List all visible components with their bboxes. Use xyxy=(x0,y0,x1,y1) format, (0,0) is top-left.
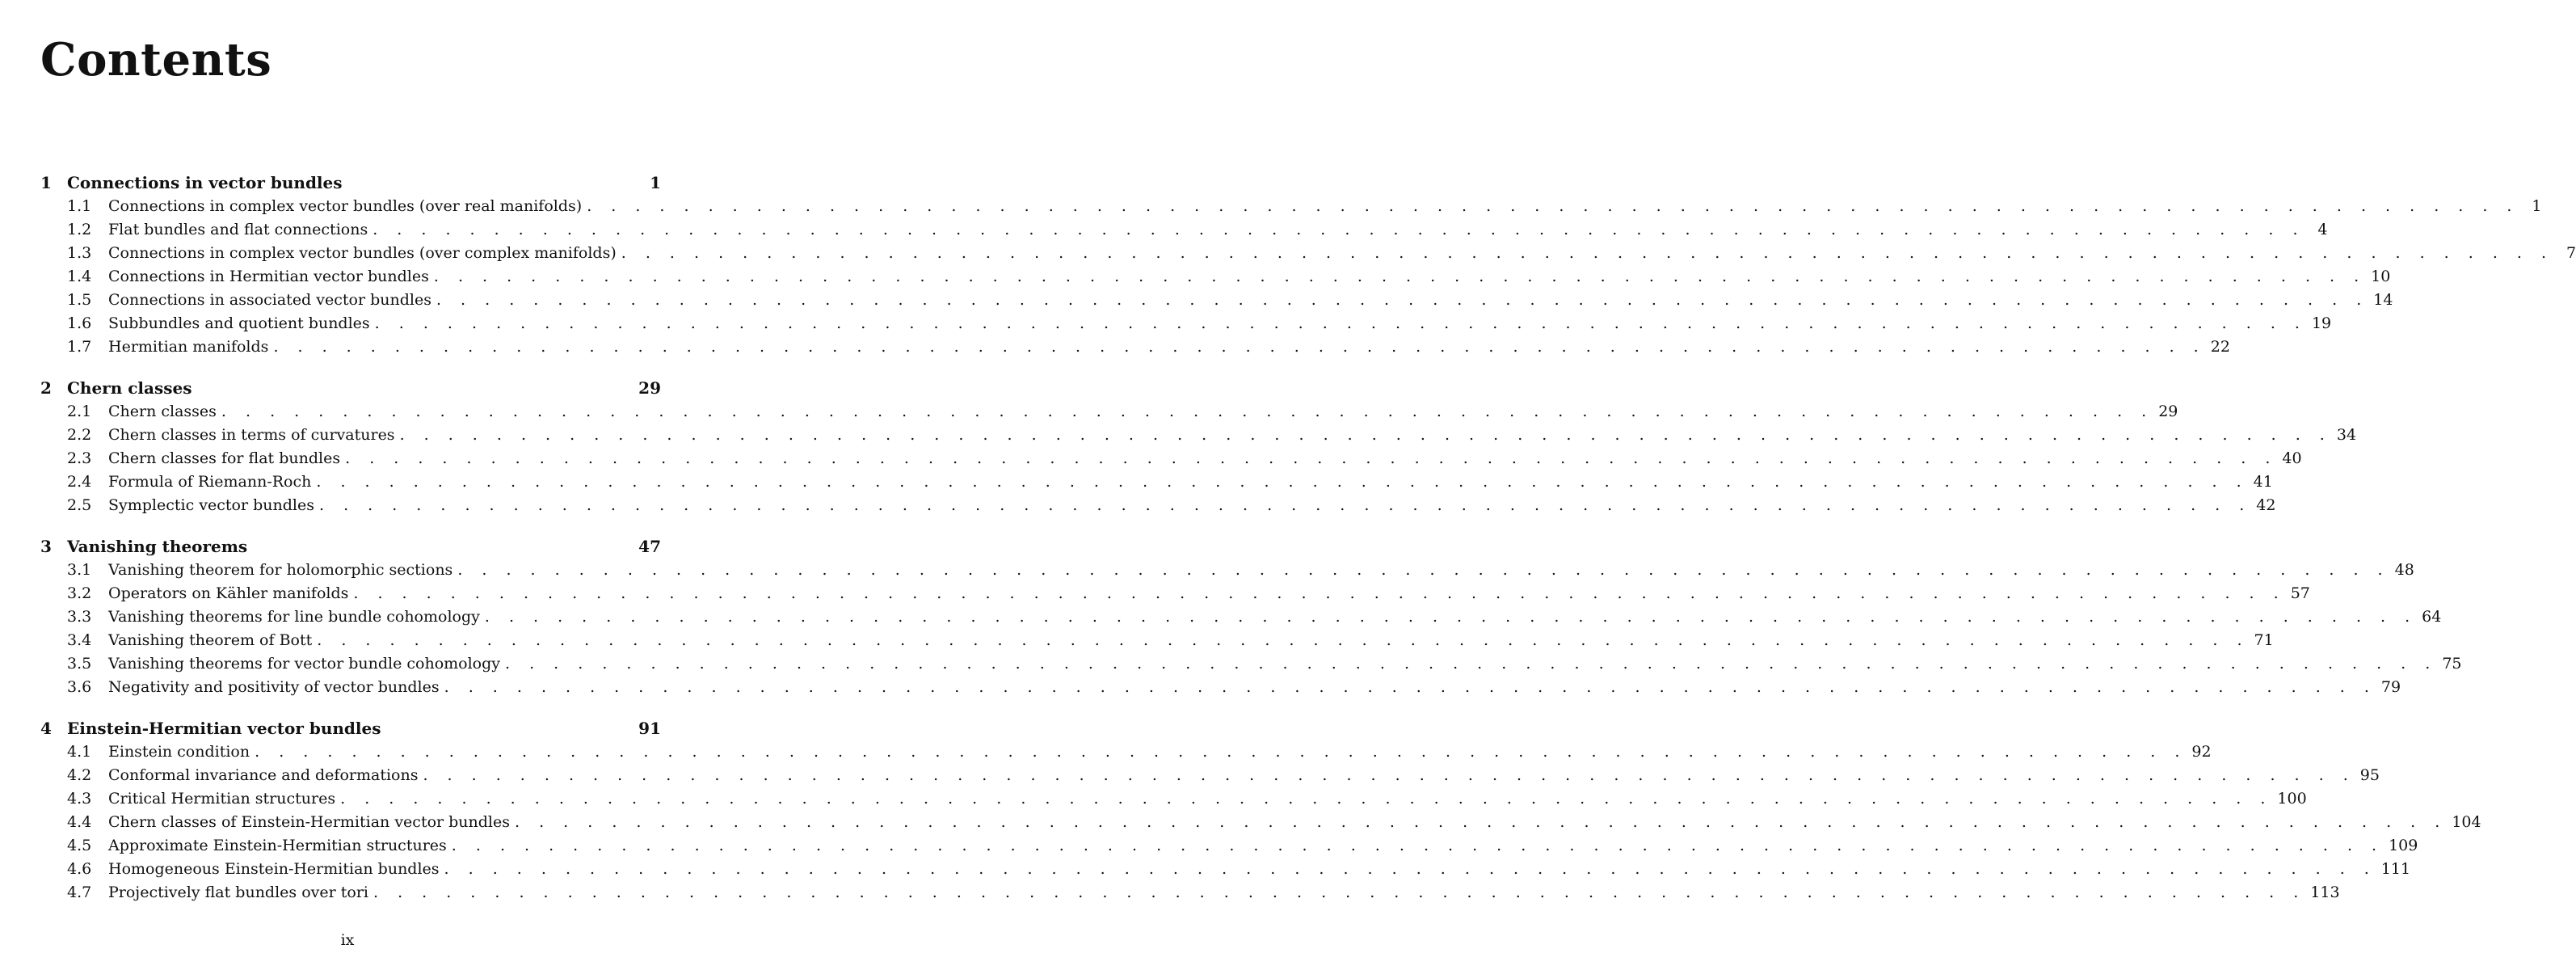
chapter-entry[interactable] xyxy=(40,377,661,400)
section-number: 2.5 xyxy=(67,496,92,514)
dot-leader: . . . . . . . . . . . . . . . . . . . . . . . . . . . . . . . . . . . . . . . . . . . . . . . . . . . . . . . . . . . . . . . . . . . . . . . . . . . . . . . . xyxy=(273,338,2206,356)
section-number: 3.1 xyxy=(67,561,92,579)
section-title: Chern classes of Einstein-Hermitian vector bundles xyxy=(108,813,511,831)
section-title: Projectively flat bundles over tori xyxy=(108,884,368,901)
section-number: 4.6 xyxy=(67,860,92,878)
section-page-number: 64 xyxy=(2422,608,2442,626)
section-number: 4.1 xyxy=(67,743,92,761)
dot-leader: . . . . . . . . . . . . . . . . . . . . . . . . . . . . . . . . . . . . . . . . . . . . . . . . . . . . . . . . . . . . . . . . . . . . . . . . . . . . . . . . xyxy=(444,860,2376,878)
chapter-number: 1 xyxy=(40,173,52,192)
chapter-number: 2 xyxy=(40,378,52,398)
dot-leader: . . . . . . . . . . . . . . . . . . . . . . . . . . . . . . . . . . . . . . . . . . . . . . . . . . . . . . . . . . . . . . . . . . . . . . . . . . . . . . . . xyxy=(433,268,2367,285)
section-entry[interactable] xyxy=(40,652,2462,676)
chapter-number: 4 xyxy=(40,719,52,738)
section-title: Connections in Hermitian vector bundles xyxy=(108,268,429,285)
dot-leader: . . . . . . . . . . . . . . . . . . . . . . . . . . . . . . . . . . . . . . . . . . . . . . . . . . . . . . . . . . . . . . . . . . . . . . . . . . . . . . . . xyxy=(318,496,2252,514)
dot-leader: . . . . . . . . . . . . . . . . . . . . . . . . . . . . . . . . . . . . . . . . . . . . . . . . . . . . . . . . . . . . . . . . . . . . . . . . . . . . . . . . xyxy=(457,561,2390,579)
dot-leader: . . . . . . . . . . . . . . . . . . . . . . . . . . . . . . . . . . . . . . . . . . . . . . . . . . . . . . . . . . . . . . . . . . . . . . . . . . . . . . . . xyxy=(515,813,2448,831)
section-number: 2.2 xyxy=(67,426,92,444)
section-entry[interactable] xyxy=(40,265,2391,289)
section-page-number: 29 xyxy=(2158,403,2178,420)
section-number: 4.4 xyxy=(67,813,92,831)
section-title: Operators on Kähler manifolds xyxy=(108,584,349,602)
section-entry[interactable] xyxy=(40,335,2230,359)
section-number: 2.4 xyxy=(67,473,92,491)
section-entry[interactable] xyxy=(40,242,2576,265)
section-title: Einstein condition xyxy=(108,743,250,761)
section-page-number: 7 xyxy=(2565,244,2576,262)
section-entry[interactable] xyxy=(40,811,2481,834)
section-title: Chern classes xyxy=(108,403,217,420)
section-page-number: 14 xyxy=(2373,291,2393,309)
section-title: Hermitian manifolds xyxy=(108,338,269,356)
section-title: Connections in complex vector bundles (over real manifolds) xyxy=(108,197,583,215)
section-entry[interactable] xyxy=(40,582,2310,605)
dot-leader: . . . . . . . . . . . . . . . . . . . . . . . . . . . . . . . . . . . . . . . . . . . . . . . . . . . . . . . . . . . . . . . . . . . . . . . . . . . . . . . . xyxy=(221,403,2154,420)
section-page-number: 48 xyxy=(2394,561,2414,579)
section-number: 1.3 xyxy=(67,244,92,262)
chapter-title: Vanishing theorems xyxy=(67,537,248,556)
dot-leader: . . . . . . . . . . . . . . . . . . . . . . . . . . . . . . . . . . . . . . . . . . . . . . . . . . . . . . . . . . . . . . . . . . . . . . . . . . . . . . . . xyxy=(484,608,2418,626)
section-number: 4.2 xyxy=(67,766,92,784)
dot-leader: . . . . . . . . . . . . . . . . . . . . . . . . . . . . . . . . . . . . . . . . . . . . . . . . . . . . . . . . . . . . . . . . . . . . . . . . . . . . . . . . xyxy=(436,291,2369,309)
chapter xyxy=(40,171,2576,359)
section-title: Negativity and positivity of vector bundles xyxy=(108,678,440,696)
section-entry[interactable] xyxy=(40,312,2332,335)
section-entry[interactable] xyxy=(40,289,2393,312)
chapter-spacer xyxy=(40,359,661,377)
section-number: 3.4 xyxy=(67,631,92,649)
section-page-number: 92 xyxy=(2191,743,2212,761)
chapter-number: 3 xyxy=(40,537,52,556)
chapter-page-number: 1 xyxy=(650,173,661,192)
chapter xyxy=(40,377,2357,517)
section-page-number: 79 xyxy=(2380,678,2401,696)
chapter-title: Chern classes xyxy=(67,378,192,398)
section-entry[interactable] xyxy=(40,629,2274,652)
chapter-entry[interactable] xyxy=(40,171,661,195)
section-title: Chern classes for flat bundles xyxy=(108,449,341,467)
section-number: 1.6 xyxy=(67,314,92,332)
section-title: Critical Hermitian structures xyxy=(108,790,336,808)
section-entry[interactable] xyxy=(40,605,2442,629)
section-page-number: 19 xyxy=(2311,314,2332,332)
section-title: Subbundles and quotient bundles xyxy=(108,314,370,332)
section-number: 2.3 xyxy=(67,449,92,467)
page-title: Contents xyxy=(40,33,272,86)
section-title: Flat bundles and flat connections xyxy=(108,221,368,238)
dot-leader: . . . . . . . . . . . . . . . . . . . . . . . . . . . . . . . . . . . . . . . . . . . . . . . . . . . . . . . . . . . . . . . . . . . . . . . . . . . . . . . . xyxy=(317,631,2250,649)
chapter-page-number: 29 xyxy=(638,378,661,398)
section-page-number: 1 xyxy=(2532,197,2542,215)
dot-leader: . . . . . . . . . . . . . . . . . . . . . . . . . . . . . . . . . . . . . . . . . . . . . . . . . . . . . . . . . . . . . . . . . . . . . . . . . . . . . . . . xyxy=(505,655,2438,673)
section-number: 1.1 xyxy=(67,197,92,215)
section-title: Formula of Riemann-Roch xyxy=(108,473,312,491)
section-entry[interactable] xyxy=(40,559,2414,582)
dot-leader: . . . . . . . . . . . . . . . . . . . . . . . . . . . . . . . . . . . . . . . . . . . . . . . . . . . . . . . . . . . . . . . . . . . . . . . . . . . . . . . . xyxy=(373,221,2305,238)
dot-leader: . . . . . . . . . . . . . . . . . . . . . . . . . . . . . . . . . . . . . . . . . . . . . . . . . . . . . . . . . . . . . . . . . . . . . . . . . . . . . . . . xyxy=(374,314,2307,332)
section-page-number: 4 xyxy=(2317,221,2328,238)
section-entry[interactable] xyxy=(40,195,2542,218)
section-entry[interactable] xyxy=(40,470,2273,494)
section-number: 3.6 xyxy=(67,678,92,696)
page-number: ix xyxy=(340,931,355,949)
section-number: 3.2 xyxy=(67,584,92,602)
section-title: Homogeneous Einstein-Hermitian bundles xyxy=(108,860,440,878)
dot-leader: . . . . . . . . . . . . . . . . . . . . . . . . . . . . . . . . . . . . . . . . . . . . . . . . . . . . . . . . . . . . . . . . . . . . . . . . . . . . . . . . xyxy=(587,197,2519,215)
section-page-number: 22 xyxy=(2210,338,2230,356)
section-page-number: 100 xyxy=(2277,790,2307,808)
dot-leader: . . . . . . . . . . . . . . . . . . . . . . . . . . . . . . . . . . . . . . . . . . . . . . . . . . . . . . . . . . . . . . . . . . . . . . . . . . . . . . . . xyxy=(444,678,2376,696)
chapter-title: Connections in vector bundles xyxy=(67,173,343,192)
section-number: 3.5 xyxy=(67,655,92,673)
section-entry[interactable] xyxy=(40,740,2212,764)
section-title: Vanishing theorems for vector bundle cohomology xyxy=(108,655,501,673)
section-entry[interactable] xyxy=(40,834,2418,858)
section-entry[interactable] xyxy=(40,676,2401,699)
section-page-number: 104 xyxy=(2452,813,2481,831)
section-title: Approximate Einstein-Hermitian structures xyxy=(108,837,447,854)
section-title: Conformal invariance and deformations xyxy=(108,766,419,784)
section-page-number: 40 xyxy=(2282,449,2302,467)
chapter-title: Einstein-Hermitian vector bundles xyxy=(67,719,381,738)
table-of-contents xyxy=(40,171,2576,905)
chapter xyxy=(40,535,2462,699)
section-page-number: 111 xyxy=(2380,860,2411,878)
dot-leader: . . . . . . . . . . . . . . . . . . . . . . . . . . . . . . . . . . . . . . . . . . . . . . . . . . . . . . . . . . . . . . . . . . . . . . . . . . . . . . . . xyxy=(255,743,2187,761)
section-number: 4.3 xyxy=(67,790,92,808)
dot-leader: . . . . . . . . . . . . . . . . . . . . . . . . . . . . . . . . . . . . . . . . . . . . . . . . . . . . . . . . . . . . . . . . . . . . . . . . . . . . . . . . xyxy=(399,426,2332,444)
section-page-number: 95 xyxy=(2359,766,2380,784)
section-number: 2.1 xyxy=(67,403,92,420)
dot-leader: . . . . . . . . . . . . . . . . . . . . . . . . . . . . . . . . . . . . . . . . . . . . . . . . . . . . . . . . . . . . . . . . . . . . . . . . . . . . . . . . xyxy=(621,244,2554,262)
section-entry[interactable] xyxy=(40,400,2178,424)
section-entry[interactable] xyxy=(40,858,2411,881)
chapter-spacer xyxy=(40,699,661,717)
section-page-number: 113 xyxy=(2310,884,2340,901)
section-title: Connections in associated vector bundles xyxy=(108,291,431,309)
section-entry[interactable] xyxy=(40,787,2307,811)
section-number: 4.5 xyxy=(67,837,92,854)
section-number: 1.4 xyxy=(67,268,92,285)
section-title: Connections in complex vector bundles (over complex manifolds) xyxy=(108,244,617,262)
section-number: 1.7 xyxy=(67,338,92,356)
chapter-entry[interactable] xyxy=(40,717,661,740)
section-title: Chern classes in terms of curvatures xyxy=(108,426,395,444)
section-entry[interactable] xyxy=(40,881,2340,905)
section-title: Vanishing theorem for holomorphic sections xyxy=(108,561,453,579)
section-title: Vanishing theorems for line bundle cohomology xyxy=(108,608,480,626)
dot-leader: . . . . . . . . . . . . . . . . . . . . . . . . . . . . . . . . . . . . . . . . . . . . . . . . . . . . . . . . . . . . . . . . . . . . . . . . . . . . . . . . xyxy=(423,766,2355,784)
section-page-number: 34 xyxy=(2336,426,2357,444)
dot-leader: . . . . . . . . . . . . . . . . . . . . . . . . . . . . . . . . . . . . . . . . . . . . . . . . . . . . . . . . . . . . . . . . . . . . . . . . . . . . . . . . xyxy=(340,790,2273,808)
chapter-entry[interactable] xyxy=(40,535,661,559)
dot-leader: . . . . . . . . . . . . . . . . . . . . . . . . . . . . . . . . . . . . . . . . . . . . . . . . . . . . . . . . . . . . . . . . . . . . . . . . . . . . . . . . xyxy=(373,884,2306,901)
chapter xyxy=(40,717,2481,905)
section-number: 1.2 xyxy=(67,221,92,238)
chapter-page-number: 91 xyxy=(638,719,661,738)
section-entry[interactable] xyxy=(40,764,2380,787)
section-entry[interactable] xyxy=(40,447,2302,470)
section-page-number: 42 xyxy=(2256,496,2276,514)
section-page-number: 10 xyxy=(2371,268,2391,285)
section-number: 1.5 xyxy=(67,291,92,309)
section-entry[interactable] xyxy=(40,494,2276,517)
section-page-number: 71 xyxy=(2254,631,2274,649)
section-page-number: 57 xyxy=(2290,584,2310,602)
dot-leader: . . . . . . . . . . . . . . . . . . . . . . . . . . . . . . . . . . . . . . . . . . . . . . . . . . . . . . . . . . . . . . . . . . . . . . . . . . . . . . . . xyxy=(316,473,2249,491)
section-page-number: 109 xyxy=(2389,837,2418,854)
dot-leader: . . . . . . . . . . . . . . . . . . . . . . . . . . . . . . . . . . . . . . . . . . . . . . . . . . . . . . . . . . . . . . . . . . . . . . . . . . . . . . . . xyxy=(353,584,2286,602)
chapter-spacer xyxy=(40,517,661,535)
section-number: 3.3 xyxy=(67,608,92,626)
section-title: Symplectic vector bundles xyxy=(108,496,314,514)
section-entry[interactable] xyxy=(40,424,2357,447)
dot-leader: . . . . . . . . . . . . . . . . . . . . . . . . . . . . . . . . . . . . . . . . . . . . . . . . . . . . . . . . . . . . . . . . . . . . . . . . . . . . . . . . xyxy=(451,837,2384,854)
section-number: 4.7 xyxy=(67,884,92,901)
dot-leader: . . . . . . . . . . . . . . . . . . . . . . . . . . . . . . . . . . . . . . . . . . . . . . . . . . . . . . . . . . . . . . . . . . . . . . . . . . . . . . . . xyxy=(345,449,2278,467)
section-page-number: 75 xyxy=(2442,655,2462,673)
section-entry[interactable] xyxy=(40,218,2328,242)
section-page-number: 41 xyxy=(2253,473,2273,491)
chapter-page-number: 47 xyxy=(638,537,661,556)
section-title: Vanishing theorem of Bott xyxy=(108,631,313,649)
